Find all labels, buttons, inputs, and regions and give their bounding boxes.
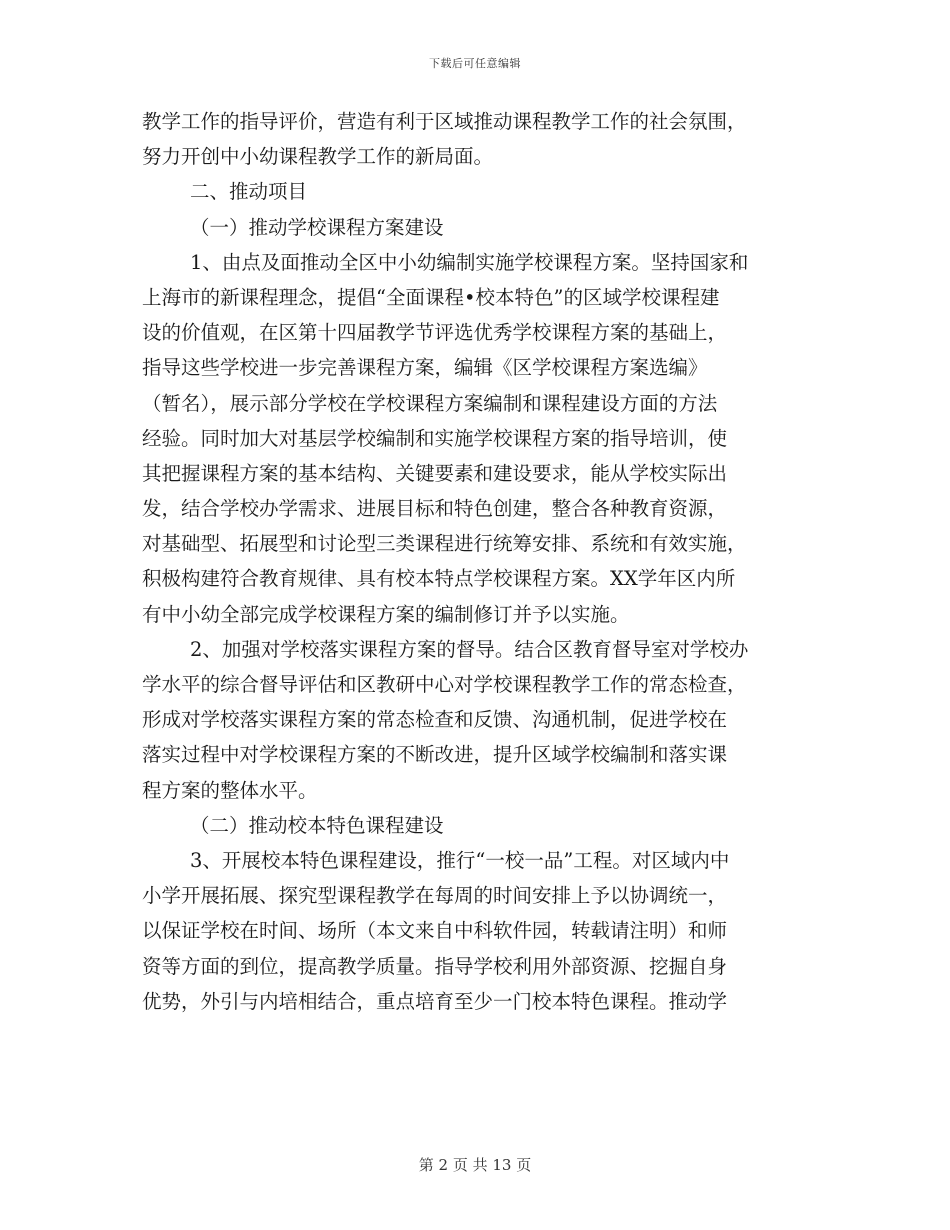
text-line: （二）推动校本特色课程建设 [190,813,444,837]
page-header: 下载后可任意编辑 [429,57,521,70]
text-line: 3、开展校本特色课程建设，推行“一校一品”工程。对区域内中 [190,848,730,872]
text-line: 有中小幼全部完成学校课程方案的编制修订并予以实施。 [142,602,630,626]
text-line: 发，结合学校办学需求、进展目标和特色创建，整合各种教育资源， [142,497,728,521]
text-line: 学水平的综合督导评估和区教研中心对学校课程教学工作的常态检查， [142,673,747,696]
text-line: 努力开创中小幼课程教学工作的新局面。 [142,145,494,169]
text-line: 上海市的新课程理念，提倡“全面课程•校本特色”的区域学校课程建 [142,285,720,309]
text-line: （一）推动学校课程方案建设 [190,215,444,239]
text-line: 其把握课程方案的基本结构、关键要素和建设要求，能从学校实际出 [142,461,728,485]
text-line: 1、由点及面推动全区中小幼编制实施学校课程方案。坚持国家和 [190,250,749,274]
text-line: 对基础型、拓展型和讨论型三类课程进行统筹安排、系统和有效实施， [142,532,747,556]
text-line: 形成对学校落实课程方案的常态检查和反馈、沟通机制，促进学校在 [142,708,728,732]
page-number-footer: 第 2 页 共 13 页 [418,1156,532,1174]
text-line: 指导这些学校进一步完善课程方案，编辑《区学校课程方案选编》 [142,356,708,380]
text-line: 程方案的整体水平。 [142,778,318,802]
text-line: 落实过程中对学校课程方案的不断改进，提升区域学校编制和落实课 [142,743,728,767]
text-line: 积极构建符合教育规律、具有校本特点学校课程方案。XX学年区内所 [142,567,736,591]
text-line: 资等方面的到位，提高教学质量。指导学校利用外部资源、挖掘自身 [142,954,728,978]
text-line: 设的价值观，在区第十四届教学节评选优秀学校课程方案的基础上， [142,321,728,345]
text-line: 教学工作的指导评价，营造有利于区域推动课程教学工作的社会氛围， [142,110,747,133]
text-line: （暂名），展示部分学校在学校课程方案编制和课程建设方面的方法 [142,391,718,415]
text-line: 经验。同时加大对基层学校编制和实施学校课程方案的指导培训，使 [142,426,728,450]
text-line: 二、推动项目 [190,180,308,204]
text-line: 优势，外引与内培相结合，重点培育至少一门校本特色课程。推动学 [142,989,728,1013]
text-line: 以保证学校在时间、场所（本文来自中科软件园，转载请注明）和师 [142,919,728,943]
document-body [142,104,810,1019]
text-line: 小学开展拓展、探究型课程教学在每周的时间安排上予以协调统一， [142,884,728,908]
text-line: 2、加强对学校落实课程方案的督导。结合区教育督导室对学校办 [190,637,749,661]
